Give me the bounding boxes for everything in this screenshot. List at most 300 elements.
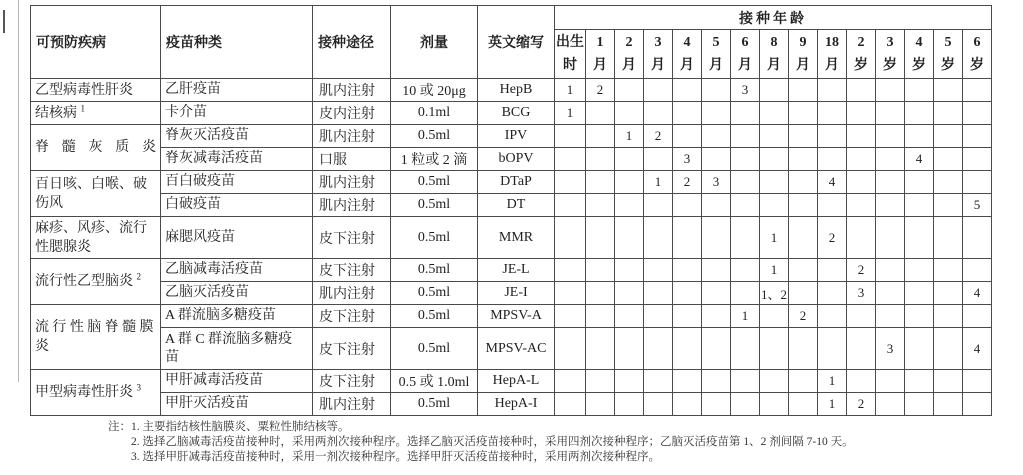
schedule-dose-cell [963, 217, 992, 259]
vaccine-cell: 乙肝疫苗 [161, 79, 313, 102]
dose-amount-cell: 0.5ml [391, 282, 478, 305]
header-row-top [31, 6, 992, 30]
schedule-dose-cell [760, 370, 789, 393]
schedule-dose-cell [615, 259, 644, 282]
schedule-dose-cell [615, 305, 644, 328]
schedule-dose-cell [615, 194, 644, 217]
schedule-dose-cell [934, 125, 963, 148]
schedule-dose-cell [731, 148, 760, 171]
schedule-dose-cell [644, 194, 673, 217]
dose-amount-cell: 0.5ml [391, 305, 478, 328]
schedule-dose-cell [789, 328, 818, 370]
route-cell: 肌内注射 [313, 194, 391, 217]
schedule-dose-cell [876, 148, 905, 171]
schedule-dose-cell [555, 393, 586, 416]
schedule-dose-cell [760, 79, 789, 102]
col-header-dose: 剂量 [391, 6, 478, 79]
route-cell: 肌内注射 [313, 171, 391, 194]
age-header-top: 5 [712, 35, 720, 50]
schedule-dose-cell [731, 102, 760, 125]
schedule-dose-cell [963, 171, 992, 194]
col-header-age-group: 接种年龄 [555, 6, 992, 30]
schedule-dose-cell: 2 [644, 125, 673, 148]
schedule-dose-cell [644, 305, 673, 328]
schedule-dose-cell [673, 102, 702, 125]
schedule-dose-cell [963, 305, 992, 328]
age-header-bottom: 岁 [970, 58, 985, 73]
schedule-dose-cell: 2 [673, 171, 702, 194]
schedule-dose-cell [615, 79, 644, 102]
vaccine-cell: 麻腮风疫苗 [161, 217, 313, 259]
schedule-dose-cell [934, 282, 963, 305]
schedule-dose-cell [702, 79, 731, 102]
schedule-dose-cell: 2 [789, 305, 818, 328]
age-header-top: 3 [654, 35, 662, 50]
schedule-dose-cell [555, 125, 586, 148]
schedule-dose-cell [731, 217, 760, 259]
schedule-dose-cell [963, 370, 992, 393]
schedule-dose-cell [673, 370, 702, 393]
schedule-dose-cell [555, 194, 586, 217]
table-row-bcg [31, 102, 992, 125]
disease-name: 脊髓灰质炎 [35, 140, 156, 155]
schedule-dose-cell [847, 217, 876, 259]
vaccine-cell: 卡介苗 [161, 102, 313, 125]
abbr-cell: BCG [478, 102, 555, 125]
schedule-dose-cell [702, 148, 731, 171]
age-column-header [818, 30, 847, 79]
schedule-dose-cell [934, 194, 963, 217]
col-header-disease: 可预防疾病 [31, 6, 161, 79]
notes-label: 注： [108, 421, 131, 433]
schedule-dose-cell [876, 102, 905, 125]
schedule-dose-cell [586, 328, 615, 370]
schedule-dose-cell [702, 328, 731, 370]
schedule-dose-cell: 2 [586, 79, 615, 102]
age-column-header [876, 30, 905, 79]
schedule-dose-cell [905, 171, 934, 194]
schedule-dose-cell [555, 328, 586, 370]
disease-cell [31, 102, 161, 125]
schedule-dose-cell [731, 393, 760, 416]
schedule-dose-cell [731, 125, 760, 148]
table-row-mpsvac [31, 328, 992, 370]
vaccine-cell: 脊灰灭活疫苗 [161, 125, 313, 148]
schedule-dose-cell [905, 305, 934, 328]
schedule-dose-cell [702, 125, 731, 148]
schedule-dose-cell: 2 [847, 259, 876, 282]
schedule-dose-cell: 4 [963, 328, 992, 370]
schedule-dose-cell [934, 393, 963, 416]
schedule-dose-cell [731, 171, 760, 194]
dose-amount-cell: 1 粒或 2 滴 [391, 148, 478, 171]
age-header-bottom: 岁 [854, 58, 868, 73]
schedule-dose-cell: 1 [615, 125, 644, 148]
schedule-dose-cell [673, 79, 702, 102]
table-row-mmr [31, 217, 992, 259]
disease-cell [31, 79, 161, 102]
schedule-dose-cell [644, 328, 673, 370]
schedule-dose-cell [673, 328, 702, 370]
schedule-dose-cell [702, 282, 731, 305]
abbr-cell: MMR [478, 217, 555, 259]
schedule-dose-cell [555, 282, 586, 305]
abbr-cell: HepA-I [478, 393, 555, 416]
schedule-dose-cell [644, 259, 673, 282]
age-header-top: 5 [944, 35, 952, 50]
schedule-dose-cell: 1 [760, 217, 789, 259]
age-column-header [644, 30, 673, 79]
route-cell: 皮下注射 [313, 328, 391, 370]
schedule-dose-cell [615, 171, 644, 194]
route-cell: 皮内注射 [313, 102, 391, 125]
disease-name: 乙型病毒性肝炎 [35, 82, 133, 98]
age-header-top: 9 [799, 35, 807, 50]
age-header-top: 8 [770, 35, 778, 50]
age-column-header [586, 30, 615, 79]
schedule-dose-cell [905, 102, 934, 125]
age-header-bottom: 月 [651, 58, 665, 73]
schedule-dose-cell [789, 370, 818, 393]
age-header-top: 2 [625, 35, 633, 50]
schedule-dose-cell: 3 [702, 171, 731, 194]
schedule-dose-cell [555, 259, 586, 282]
age-header-top: 2 [857, 35, 865, 50]
age-column-header [673, 30, 702, 79]
schedule-dose-cell [702, 393, 731, 416]
table-row-hepai [31, 393, 992, 416]
age-header-bottom: 时 [563, 58, 577, 73]
disease-name: 百日咳、白喉、破伤风 [35, 176, 147, 211]
schedule-dose-cell: 1、2 [760, 282, 789, 305]
table-row-hepal [31, 370, 992, 393]
schedule-dose-cell [818, 102, 847, 125]
disease-cell [31, 125, 161, 171]
age-header-top: 1 [596, 35, 604, 50]
abbr-cell: JE-I [478, 282, 555, 305]
schedule-dose-cell [586, 148, 615, 171]
schedule-dose-cell [818, 328, 847, 370]
schedule-dose-cell [760, 148, 789, 171]
schedule-dose-cell [586, 194, 615, 217]
schedule-dose-cell [905, 125, 934, 148]
dose-amount-cell: 0.5 或 1.0ml [391, 370, 478, 393]
schedule-dose-cell: 1 [644, 171, 673, 194]
schedule-dose-cell [905, 194, 934, 217]
route-cell: 皮下注射 [313, 370, 391, 393]
age-header-bottom: 岁 [883, 58, 897, 73]
footnote-ref: 1 [80, 102, 85, 113]
age-header-bottom: 月 [680, 58, 694, 73]
age-column-header [934, 30, 963, 79]
schedule-dose-cell: 5 [963, 194, 992, 217]
route-cell: 皮下注射 [313, 305, 391, 328]
footnote-ref: 2 [136, 271, 141, 282]
age-header-bottom: 月 [593, 58, 607, 73]
schedule-dose-cell [555, 217, 586, 259]
schedule-dose-cell [934, 259, 963, 282]
dose-amount-cell: 0.5ml [391, 259, 478, 282]
disease-name: 甲型病毒性肝炎 [35, 385, 133, 400]
schedule-dose-cell [615, 370, 644, 393]
col-header-abbr: 英文缩写 [478, 6, 555, 79]
footnotes [108, 420, 854, 465]
schedule-dose-cell [673, 194, 702, 217]
dose-amount-cell: 0.5ml [391, 171, 478, 194]
schedule-dose-cell [847, 305, 876, 328]
disease-cell [31, 217, 161, 259]
schedule-dose-cell [934, 102, 963, 125]
schedule-dose-cell [702, 194, 731, 217]
age-header-top: 18 [825, 35, 839, 50]
disease-name: 流行性脑脊髓膜炎 [35, 320, 156, 354]
schedule-dose-cell: 1 [818, 370, 847, 393]
schedule-dose-cell [702, 305, 731, 328]
schedule-dose-cell [818, 125, 847, 148]
footnote-line-1 [108, 420, 854, 435]
schedule-dose-cell [789, 393, 818, 416]
age-column-header [760, 30, 789, 79]
age-column-header [615, 30, 644, 79]
schedule-dose-cell [876, 305, 905, 328]
dose-amount-cell: 0.5ml [391, 194, 478, 217]
age-column-header [789, 30, 818, 79]
schedule-dose-cell [905, 328, 934, 370]
vaccination-schedule-table [30, 5, 992, 416]
schedule-dose-cell [789, 125, 818, 148]
schedule-dose-cell: 1 [555, 102, 586, 125]
schedule-dose-cell [876, 282, 905, 305]
schedule-dose-cell [673, 217, 702, 259]
schedule-dose-cell [760, 102, 789, 125]
schedule-dose-cell: 1 [818, 393, 847, 416]
footnote-text: 1. 主要指结核性脑膜炎、粟粒性肺结核等。 [131, 421, 350, 433]
schedule-dose-cell [586, 259, 615, 282]
schedule-dose-cell [847, 125, 876, 148]
schedule-dose-cell [905, 217, 934, 259]
vaccine-cell: 乙脑灭活疫苗 [161, 282, 313, 305]
schedule-dose-cell [760, 393, 789, 416]
schedule-dose-cell [963, 393, 992, 416]
age-column-header [847, 30, 876, 79]
schedule-dose-cell [876, 217, 905, 259]
disease-name: 麻疹、风疹、流行性腮腺炎 [35, 220, 147, 255]
schedule-dose-cell [644, 393, 673, 416]
schedule-dose-cell [644, 79, 673, 102]
route-cell: 皮下注射 [313, 259, 391, 282]
schedule-dose-cell [760, 194, 789, 217]
schedule-dose-cell [586, 102, 615, 125]
schedule-dose-cell [615, 148, 644, 171]
schedule-dose-cell [615, 393, 644, 416]
vaccine-cell: 甲肝减毒活疫苗 [161, 370, 313, 393]
schedule-dose-cell [760, 305, 789, 328]
schedule-dose-cell: 2 [818, 217, 847, 259]
abbr-cell: HepA-L [478, 370, 555, 393]
vaccine-cell: A 群 C 群流脑多糖疫苗 [161, 328, 313, 370]
schedule-dose-cell [789, 282, 818, 305]
schedule-dose-cell [789, 194, 818, 217]
schedule-dose-cell [847, 171, 876, 194]
abbr-cell: bOPV [478, 148, 555, 171]
table-row-dtap [31, 171, 992, 194]
schedule-dose-cell [963, 259, 992, 282]
schedule-dose-cell [905, 393, 934, 416]
schedule-dose-cell [760, 171, 789, 194]
schedule-dose-cell [963, 102, 992, 125]
schedule-dose-cell [644, 102, 673, 125]
schedule-dose-cell [586, 305, 615, 328]
schedule-dose-cell [644, 370, 673, 393]
age-column-header [905, 30, 934, 79]
schedule-dose-cell: 3 [731, 79, 760, 102]
schedule-dose-cell [731, 194, 760, 217]
schedule-dose-cell [963, 79, 992, 102]
age-header-top: 4 [915, 35, 923, 50]
schedule-dose-cell [586, 282, 615, 305]
schedule-dose-cell: 3 [876, 328, 905, 370]
schedule-dose-cell [876, 393, 905, 416]
footnote-line-3: 3. 选择甲肝减毒活疫苗接种时，采用一剂次接种程序。选择甲肝灭活疫苗接种时，采用两剂次接种程序。 [131, 451, 660, 463]
schedule-dose-cell: 4 [905, 148, 934, 171]
schedule-dose-cell [615, 217, 644, 259]
schedule-dose-cell [934, 148, 963, 171]
schedule-dose-cell: 1 [731, 305, 760, 328]
schedule-dose-cell [934, 328, 963, 370]
route-cell: 肌内注射 [313, 393, 391, 416]
abbr-cell: MPSV-AC [478, 328, 555, 370]
col-header-route: 接种途径 [313, 6, 391, 79]
age-column-header [963, 30, 992, 79]
schedule-dose-cell [586, 217, 615, 259]
vaccine-cell: 脊灰减毒活疫苗 [161, 148, 313, 171]
table-row-bopv [31, 148, 992, 171]
schedule-dose-cell [934, 305, 963, 328]
schedule-dose-cell: 1 [555, 79, 586, 102]
schedule-dose-cell [644, 282, 673, 305]
dose-amount-cell: 0.5ml [391, 125, 478, 148]
age-column-header [731, 30, 760, 79]
schedule-dose-cell [818, 305, 847, 328]
schedule-dose-cell [731, 282, 760, 305]
schedule-dose-cell [555, 305, 586, 328]
table-row-jel [31, 259, 992, 282]
schedule-dose-cell [731, 328, 760, 370]
vaccine-cell: 乙脑减毒活疫苗 [161, 259, 313, 282]
schedule-dose-cell [876, 370, 905, 393]
route-cell: 肌内注射 [313, 79, 391, 102]
table-row-mpsva [31, 305, 992, 328]
schedule-dose-cell [905, 282, 934, 305]
route-cell: 口服 [313, 148, 391, 171]
schedule-dose-cell [586, 393, 615, 416]
schedule-dose-cell [702, 217, 731, 259]
schedule-dose-cell [934, 171, 963, 194]
age-header-bottom: 岁 [912, 58, 926, 73]
schedule-dose-cell: 4 [818, 171, 847, 194]
schedule-dose-cell: 4 [963, 282, 992, 305]
route-cell: 皮下注射 [313, 217, 391, 259]
schedule-dose-cell [673, 305, 702, 328]
footnote-line-2: 2. 选择乙脑减毒活疫苗接种时，采用两剂次接种程序。选择乙脑灭活疫苗接种时，采用四剂次接种程序；乙脑灭活疫苗第 1、2 剂间隔 7-10 天。 [131, 436, 854, 448]
schedule-dose-cell [876, 125, 905, 148]
age-column-header [702, 30, 731, 79]
disease-cell [31, 171, 161, 217]
schedule-dose-cell [789, 217, 818, 259]
schedule-dose-cell [847, 102, 876, 125]
route-cell: 肌内注射 [313, 125, 391, 148]
age-header-bottom: 月 [738, 58, 752, 73]
schedule-dose-cell [615, 328, 644, 370]
schedule-dose-cell [934, 217, 963, 259]
schedule-dose-cell [644, 217, 673, 259]
disease-cell [31, 305, 161, 370]
schedule-dose-cell [760, 125, 789, 148]
age-header-top: 4 [683, 35, 691, 50]
schedule-dose-cell [586, 171, 615, 194]
schedule-dose-cell: 2 [847, 393, 876, 416]
schedule-dose-cell [818, 282, 847, 305]
schedule-dose-cell [586, 125, 615, 148]
schedule-dose-cell [644, 148, 673, 171]
abbr-cell: MPSV-A [478, 305, 555, 328]
age-header-top: 6 [973, 35, 981, 50]
dose-amount-cell: 0.5ml [391, 328, 478, 370]
vaccine-cell: 甲肝灭活疫苗 [161, 393, 313, 416]
table-row-jei [31, 282, 992, 305]
schedule-dose-cell [905, 79, 934, 102]
schedule-dose-cell [818, 194, 847, 217]
page-margin-line [18, 0, 19, 382]
footnote-ref: 3 [136, 382, 141, 393]
schedule-dose-cell [876, 194, 905, 217]
schedule-dose-cell [555, 171, 586, 194]
page-edge-mark [3, 10, 5, 33]
schedule-dose-cell [702, 259, 731, 282]
abbr-cell: HepB [478, 79, 555, 102]
age-header-top: 6 [741, 35, 749, 50]
schedule-dose-cell: 3 [673, 148, 702, 171]
age-header-bottom: 月 [622, 58, 636, 73]
schedule-dose-cell [673, 125, 702, 148]
disease-name: 结核病 [35, 105, 77, 121]
schedule-dose-cell [702, 102, 731, 125]
schedule-dose-cell [934, 370, 963, 393]
schedule-dose-cell [555, 148, 586, 171]
abbr-cell: IPV [478, 125, 555, 148]
schedule-dose-cell [731, 259, 760, 282]
vaccine-cell: 百白破疫苗 [161, 171, 313, 194]
schedule-dose-cell [615, 282, 644, 305]
vaccine-cell: 白破疫苗 [161, 194, 313, 217]
disease-name: 流行性乙型脑炎 [35, 274, 133, 289]
schedule-dose-cell [905, 370, 934, 393]
table-row-dt [31, 194, 992, 217]
age-header-bottom: 月 [796, 58, 810, 73]
schedule-dose-cell [876, 171, 905, 194]
schedule-dose-cell [673, 393, 702, 416]
schedule-dose-cell [847, 328, 876, 370]
schedule-dose-cell [702, 370, 731, 393]
table-row-ipv [31, 125, 992, 148]
schedule-dose-cell [731, 370, 760, 393]
dose-amount-cell: 10 或 20μg [391, 79, 478, 102]
schedule-dose-cell [789, 79, 818, 102]
schedule-dose-cell [615, 102, 644, 125]
schedule-dose-cell [847, 148, 876, 171]
schedule-dose-cell [586, 370, 615, 393]
schedule-dose-cell [789, 148, 818, 171]
